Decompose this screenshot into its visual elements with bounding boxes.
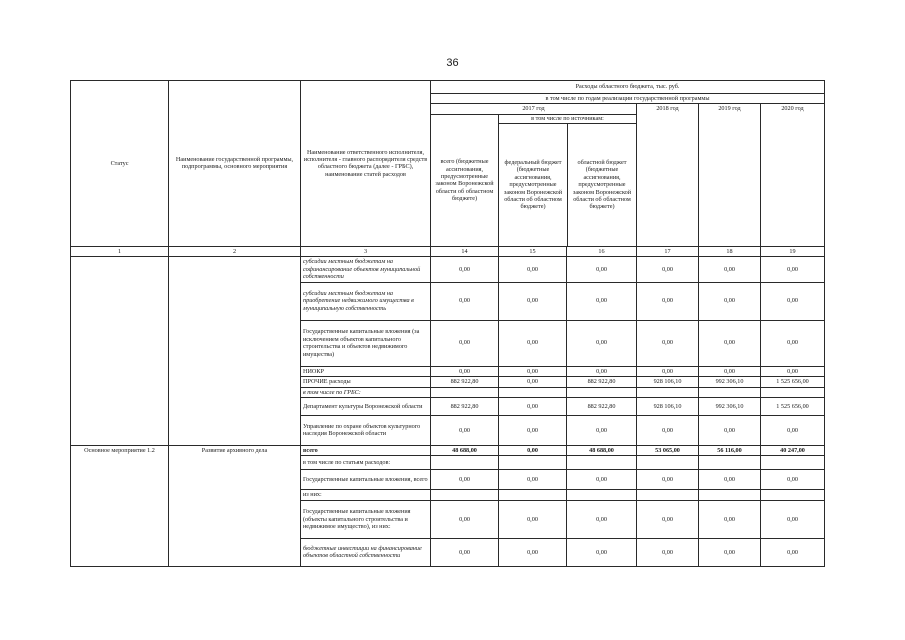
table-row bbox=[71, 445, 825, 455]
row-label: из них: bbox=[301, 490, 431, 500]
header-federal-col bbox=[499, 124, 568, 246]
cell-empty bbox=[761, 456, 825, 470]
row-label: Государственные капитальные вложения, всего bbox=[301, 470, 431, 490]
cell-regional: 0,00 bbox=[567, 415, 637, 445]
header-status: Статус bbox=[71, 81, 169, 247]
cell-empty bbox=[637, 456, 699, 470]
cell-2020: 0,00 bbox=[761, 257, 825, 282]
cell-2019: 0,00 bbox=[699, 500, 761, 538]
column-index-row bbox=[71, 246, 825, 256]
cell-total: 0,00 bbox=[431, 415, 499, 445]
cell-federal: 0,00 bbox=[499, 470, 567, 490]
row-label: субсидии местным бюджетам на приобретение недвижимого имущества в муниципальную собственность bbox=[301, 282, 431, 320]
cell-2020: 1 525 656,00 bbox=[761, 377, 825, 387]
header-sources-block bbox=[499, 114, 637, 246]
cell-total: 882 922,80 bbox=[431, 377, 499, 387]
cell-2018: 0,00 bbox=[637, 282, 699, 320]
cell-total: 882 922,80 bbox=[431, 397, 499, 415]
row-label: Государственные капитальные вложения (за исключением объектов капитального строительства и объектов недвижимого имущества) bbox=[301, 320, 431, 366]
header-expenses-title: Расходы областного бюджета, тыс. руб. bbox=[431, 81, 825, 94]
cell-empty bbox=[431, 387, 499, 397]
cell-federal: 0,00 bbox=[499, 397, 567, 415]
cell-2019: 0,00 bbox=[699, 366, 761, 376]
header-regional-text: областной бюджет (бюджетные ассигнования, предусмотренные законом Воронежской области об областном бюджете) bbox=[572, 158, 632, 211]
cell-federal: 0,00 bbox=[499, 500, 567, 538]
cell-2019: 0,00 bbox=[699, 538, 761, 566]
header-year-2019: 2019 год bbox=[699, 104, 761, 246]
cell-federal: 0,00 bbox=[499, 257, 567, 282]
cell-2019: 56 116,00 bbox=[699, 445, 761, 455]
header-federal-text: федеральный бюджет (бюджетные ассигнования, предусмотренные законом Воронежской области об областном бюджете) bbox=[503, 158, 563, 211]
cell-regional: 48 688,00 bbox=[567, 445, 637, 455]
cell-total: 0,00 bbox=[431, 320, 499, 366]
cell-2018: 53 065,00 bbox=[637, 445, 699, 455]
cell-empty bbox=[699, 456, 761, 470]
cell-2018: 0,00 bbox=[637, 538, 699, 566]
cell-total: 0,00 bbox=[431, 538, 499, 566]
col-index-18: 18 bbox=[699, 246, 761, 256]
col-index-17: 17 bbox=[637, 246, 699, 256]
cell-2020: 0,00 bbox=[761, 470, 825, 490]
cell-regional: 0,00 bbox=[567, 538, 637, 566]
cell-2018: 0,00 bbox=[637, 366, 699, 376]
row-label: ПРОЧИЕ расходы bbox=[301, 377, 431, 387]
cell-federal: 0,00 bbox=[499, 445, 567, 455]
cell-total: 0,00 bbox=[431, 500, 499, 538]
cell-2020: 0,00 bbox=[761, 320, 825, 366]
cell-2020: 0,00 bbox=[761, 282, 825, 320]
header-year-2017: 2017 год bbox=[431, 104, 637, 114]
col-index-1: 1 bbox=[71, 246, 169, 256]
cell-2019: 992 306,10 bbox=[699, 397, 761, 415]
cell-2018: 0,00 bbox=[637, 257, 699, 282]
row-label: Государственные капитальные вложения (объекты капитального строительства и недвижимое имущество), из них: bbox=[301, 500, 431, 538]
cell-total: 0,00 bbox=[431, 366, 499, 376]
measure-name: Развитие архивного дела bbox=[169, 445, 301, 566]
cell-regional: 0,00 bbox=[567, 320, 637, 366]
col-index-3: 3 bbox=[301, 246, 431, 256]
row-label: всего bbox=[301, 445, 431, 455]
cell-empty bbox=[761, 387, 825, 397]
cell-2018: 0,00 bbox=[637, 415, 699, 445]
header-total-col: всего (бюджетные ассигнования, предусмотренные законом Воронежской области об областном бюджете) bbox=[431, 114, 499, 246]
cell-empty bbox=[567, 456, 637, 470]
cell-2019: 0,00 bbox=[699, 257, 761, 282]
cell-regional: 0,00 bbox=[567, 500, 637, 538]
cell-federal: 0,00 bbox=[499, 366, 567, 376]
cell-regional: 882 922,80 bbox=[567, 397, 637, 415]
header-row-1 bbox=[71, 81, 825, 94]
cell-regional: 0,00 bbox=[567, 282, 637, 320]
col-index-19: 19 bbox=[761, 246, 825, 256]
status-cell-empty bbox=[71, 257, 169, 446]
cell-regional: 0,00 bbox=[567, 470, 637, 490]
row-label: в том числе по ГРБС: bbox=[301, 387, 431, 397]
row-label: в том числе по статьям расходов: bbox=[301, 456, 431, 470]
col-index-2: 2 bbox=[169, 246, 301, 256]
cell-empty bbox=[499, 490, 567, 500]
cell-empty bbox=[699, 490, 761, 500]
cell-regional: 0,00 bbox=[567, 366, 637, 376]
cell-federal: 0,00 bbox=[499, 538, 567, 566]
budget-table bbox=[70, 80, 825, 567]
cell-empty bbox=[499, 456, 567, 470]
row-label: НИОКР bbox=[301, 366, 431, 376]
cell-empty bbox=[699, 387, 761, 397]
header-executor: Наименование ответственного исполнителя, исполнителя - главного распорядителя средств областного бюджета (далее - ГРБС), наименование статей расходов bbox=[301, 81, 431, 247]
cell-total: 48 688,00 bbox=[431, 445, 499, 455]
cell-total: 0,00 bbox=[431, 257, 499, 282]
cell-federal: 0,00 bbox=[499, 320, 567, 366]
cell-2020: 0,00 bbox=[761, 415, 825, 445]
cell-empty bbox=[567, 490, 637, 500]
cell-empty bbox=[637, 490, 699, 500]
header-year-2020: 2020 год bbox=[761, 104, 825, 246]
table-row bbox=[71, 257, 825, 282]
col-index-14: 14 bbox=[431, 246, 499, 256]
cell-regional: 0,00 bbox=[567, 257, 637, 282]
cell-empty bbox=[431, 490, 499, 500]
cell-empty bbox=[499, 387, 567, 397]
cell-federal: 0,00 bbox=[499, 282, 567, 320]
page-number: 36 bbox=[446, 57, 459, 69]
col-index-15: 15 bbox=[499, 246, 567, 256]
cell-2018: 928 106,10 bbox=[637, 377, 699, 387]
cell-federal: 0,00 bbox=[499, 377, 567, 387]
cell-empty bbox=[431, 456, 499, 470]
cell-2019: 0,00 bbox=[699, 320, 761, 366]
cell-federal: 0,00 bbox=[499, 415, 567, 445]
cell-2018: 928 106,10 bbox=[637, 397, 699, 415]
cell-2020: 0,00 bbox=[761, 538, 825, 566]
row-label: Департамент культуры Воронежской области bbox=[301, 397, 431, 415]
cell-2018: 0,00 bbox=[637, 320, 699, 366]
header-by-sources: в том числе по источникам: bbox=[499, 115, 636, 124]
cell-2020: 1 525 656,00 bbox=[761, 397, 825, 415]
cell-empty bbox=[761, 490, 825, 500]
cell-total: 0,00 bbox=[431, 282, 499, 320]
cell-2019: 992 306,10 bbox=[699, 377, 761, 387]
cell-2020: 0,00 bbox=[761, 366, 825, 376]
row-label: Управление по охране объектов культурного наследия Воронежской области bbox=[301, 415, 431, 445]
cell-2019: 0,00 bbox=[699, 470, 761, 490]
cell-2019: 0,00 bbox=[699, 415, 761, 445]
header-by-years: в том числе по годам реализации государственной программы bbox=[431, 94, 825, 104]
cell-2020: 0,00 bbox=[761, 500, 825, 538]
cell-2018: 0,00 bbox=[637, 500, 699, 538]
cell-total: 0,00 bbox=[431, 470, 499, 490]
cell-2019: 0,00 bbox=[699, 282, 761, 320]
cell-2018: 0,00 bbox=[637, 470, 699, 490]
header-year-2018: 2018 год bbox=[637, 104, 699, 246]
row-label: бюджетные инвестиции на финансирование объектов областной собственности bbox=[301, 538, 431, 566]
col-index-16: 16 bbox=[567, 246, 637, 256]
name-cell-empty bbox=[169, 257, 301, 446]
cell-regional: 882 922,80 bbox=[567, 377, 637, 387]
measure-status: Основное мероприятие 1.2 bbox=[71, 445, 169, 566]
cell-2020: 40 247,00 bbox=[761, 445, 825, 455]
cell-empty bbox=[567, 387, 637, 397]
header-regional-col bbox=[568, 124, 636, 246]
header-program-name: Наименование государственной программы, подпрограммы, основного мероприятия bbox=[169, 81, 301, 247]
cell-empty bbox=[637, 387, 699, 397]
row-label: субсидии местным бюджетам на софинансирование объектов муниципальной собственности bbox=[301, 257, 431, 282]
